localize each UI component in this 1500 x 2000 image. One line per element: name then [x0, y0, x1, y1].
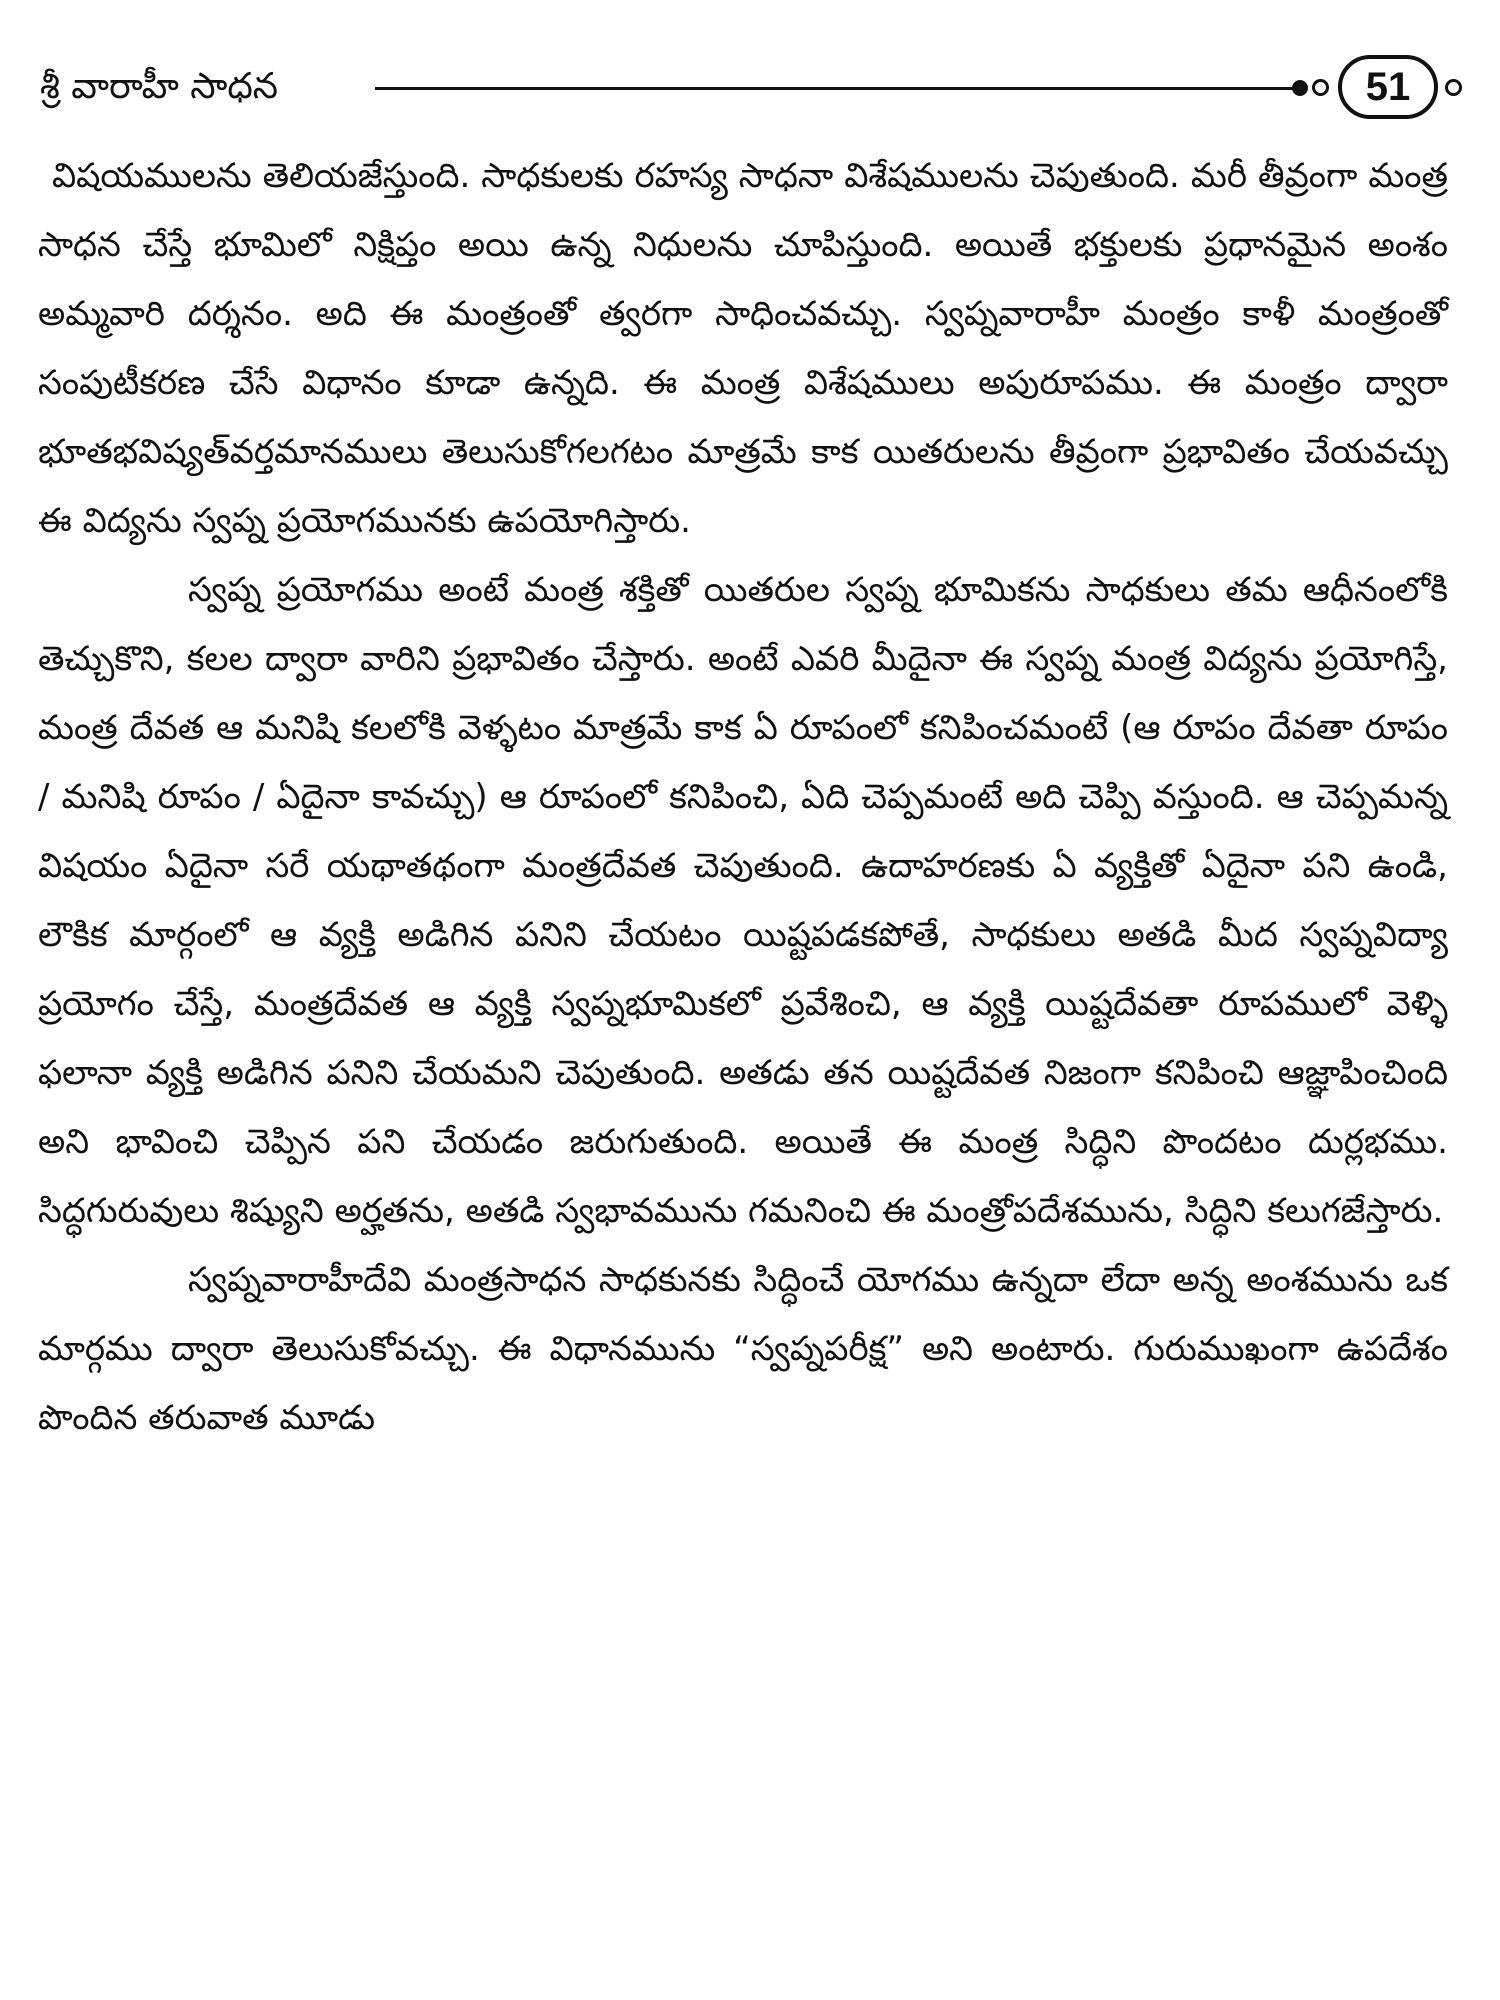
page-number-badge: [1338, 55, 1438, 119]
header-ornament-ring-left: [1312, 79, 1329, 96]
header-ornament-ring-right: [1445, 79, 1462, 96]
header-ornament-dot: [1292, 80, 1308, 96]
running-title: శ్రీ వారాహీ సాధన: [40, 66, 279, 107]
body-text: [38, 142, 1448, 1453]
paragraph-2: స్వప్న ప్రయోగము అంటే మంత్ర శక్తితో యితరుల స్వప్న భూమికను సాధకులు తమ ఆధీనంలోకి తెచ్చుకొని, కలల ద్వారా వారిని ప్రభావితం చేస్తారు. అంటే ఎవరి మీదైనా ఈ స్వప్న మంత్ర విద్యను ప్రయోగిస్తే, మంత్ర దేవత ఆ మనిషి కలలోకి వెళ్ళటం మాత్రమే కాక ఏ రూపంలో కనిపించమంటే (ఆ రూపం దేవతా రూపం / మనిషి రూపం / ఏదైనా కావచ్చు) ఆ రూపంలో కనిపించి, ఏది చెప్పమంటే అది చెప్పి వస్తుంది. ఆ చెప్పమన్న విషయం ఏదైనా సరే యథాతథంగా మంత్రదేవత చెపుతుంది. ఉదాహరణకు ఏ వ్యక్తితో ఏదైనా పని ఉండి, లౌకిక మార్గంలో ఆ వ్యక్తి అడిగిన పనిని చేయటం యిష్టపడకపోతే, సాధకులు అతడి మీద స్వప్నవిద్యా ప్రయోగం చేస్తే, మంత్రదేవత ఆ వ్యక్తి స్వప్నభూమికలో ప్రవేశించి, ఆ వ్యక్తి యిష్టదేవతా రూపములో వెళ్ళి ఫలానా వ్యక్తి అడిగిన పనిని చేయమని చెపుతుంది. అతడు తన యిష్టదేవత నిజంగా కనిపించి ఆజ్ఞాపించింది అని భావించి చెప్పిన పని చేయడం జరుగుతుంది. అయితే ఈ మంత్ర సిద్ధిని పొందటం దుర్లభము. సిద్ధగురువులు శిష్యుని అర్హతను, అతడి స్వభావమును గమనించి ఈ మంత్రోపదేశమును, సిద్ధిని కలుగజేస్తారు.: [38, 570, 1448, 1231]
page-number: 51: [1365, 64, 1411, 109]
page-header: [40, 55, 1460, 125]
header-rule: [375, 87, 1295, 90]
paragraph-3: స్వప్నవారాహీదేవి మంత్రసాధన సాధకునకు సిద్ధించే యోగము ఉన్నదా లేదా అన్న అంశమును ఒక మార్గము ద్వారా తెలుసుకోవచ్చు. ఈ విధానమును “స్వప్నపరీక్ష” అని అంటారు. గురుముఖంగా ఉపదేశం పొందిన తరువాత మూడు: [38, 1260, 1448, 1438]
paragraph-1: విషయములను తెలియజేస్తుంది. సాధకులకు రహస్య సాధనా విశేషములను చెపుతుంది. మరీ తీవ్రంగా మంత్ర సాధన చేస్తే భూమిలో నిక్షిప్తం అయి ఉన్న నిధులను చూపిస్తుంది. అయితే భక్తులకు ప్రధానమైన అంశం అమ్మవారి దర్శనం. అది ఈ మంత్రంతో త్వరగా సాధించవచ్చు. స్వప్నవారాహీ మంత్రం కాళీ మంత్రంతో సంపుటీకరణ చేసే విధానం కూడా ఉన్నది. ఈ మంత్ర విశేషములు అపురూపము. ఈ మంత్రం ద్వారా భూతభవిష్యత్‌వర్తమానములు తెలుసుకోగలగటం మాత్రమే కాక యితరులను తీవ్రంగా ప్రభావితం చేయవచ్చు ఈ విద్యను స్వప్న ప్రయోగమునకు ఉపయోగిస్తారు.: [38, 156, 1448, 541]
